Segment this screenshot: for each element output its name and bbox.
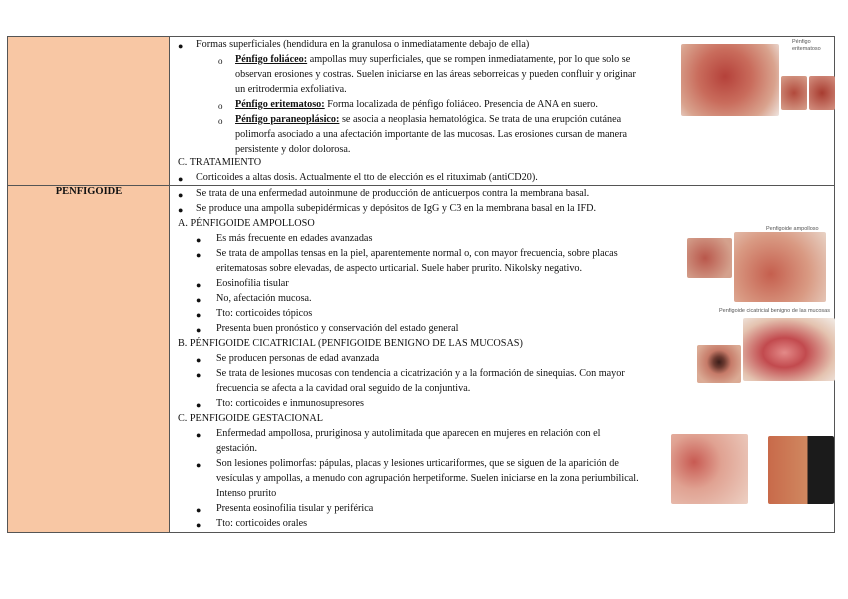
text-line: Se trata de una enfermedad autoinmune de producción de anticuerpos contra la membrana basal. [196,188,590,199]
pemphigus-erythematosus-photo [681,44,779,116]
text-span: Forma localizada de pénfigo foliáceo. Presencia de ANA en suero. [324,99,598,110]
section-header: B. PÉNFIGOIDE CICATRICIAL (PENFIGOIDE BENIGNO DE LAS MUCOSAS) [178,338,523,349]
text-line: Tto: corticoides orales [216,518,308,529]
caption-cicatricial-pemphigoid: Penfigoide cicatricial benigno de las mucosas [719,308,830,314]
text-line: Formas superficiales (hendidura en la granulosa o inmediatamente debajo de ella) [196,39,530,50]
left-column [8,37,170,532]
text-line [235,112,621,127]
text-line: Se produce una ampolla subepidérmicas y depósitos de IgG y C3 en la membrana basal en la IFD. [196,203,597,214]
bullet: ● [178,205,184,215]
bullet: ● [178,41,184,51]
sub-bullet: o [218,116,223,126]
eritematoso-label: Pénfigo eritematoso: [235,99,325,110]
bullet: ● [196,310,202,320]
sub-bullet: o [218,56,223,66]
bullet: ● [196,505,202,515]
text-line: Intenso prurito [216,488,277,499]
gestational-pemphigoid-photo [671,434,748,504]
bullet: ● [196,325,202,335]
bullet: ● [196,355,202,365]
text-line: Enfermedad ampollosa, pruriginosa y autolimitada que aparecen en mujeres en relación con el [216,428,601,439]
foliaceo-label: Pénfigo foliáceo: [235,54,308,65]
text-line: Se trata de ampollas tensas en la piel, aparentemente normal o, con mayor frecuencia, sobre placas [216,248,618,259]
caption-bullous-pemphigoid: Penfigoide ampolloso [766,226,819,232]
eye-photo [697,345,741,383]
text-line [235,52,630,67]
text-line: observan erosiones y costras. Suelen iniciarse en las áreas seborreicas y pueden confluir y originar [235,69,636,80]
oral-mucosa-photo [743,318,835,381]
bullet: ● [196,235,202,245]
text-line: persistente y dolor dolorosa. [235,144,351,155]
text-line [235,97,598,112]
section-header: C. TRATAMIENTO [178,157,262,168]
pemphigus-erythematosus-photo-2 [781,76,807,110]
pemphigus-erythematosus-photo-3 [809,76,835,110]
gestational-pemphigoid-photo-2 [768,436,834,504]
text-line: No, afectación mucosa. [216,293,312,304]
caption-pemphigus-erythematosus: Pénfigo eritematoso [792,39,821,52]
text-line: Tto: corticoides tópicos [216,308,313,319]
bullet: ● [196,460,202,470]
section-header: A. PÉNFIGOIDE AMPOLLOSO [178,218,315,229]
text-line: Son lesiones polimorfas: pápulas, placas y lesiones urticariformes, que se siguen de la aparición de [216,458,619,469]
text-line: un eritrodermia exfoliativa. [235,84,347,95]
sub-bullet: o [218,101,223,111]
bullet: ● [196,295,202,305]
text-line: Presenta eosinofilia tisular y periférica [216,503,374,514]
text-line: eritematosas sobre elevadas, de aspecto urticarial. Suele haber prurito. Nikolsky negativo. [216,263,583,274]
text-line: Corticoides a altas dosis. Actualmente el tto de elección es el rituximab (antiCD20). [196,172,538,183]
neoplasico-label: Pénfigo paraneoplásico: [235,114,340,125]
penfigoide-label: PENFIGOIDE [55,186,123,197]
bullet: ● [196,430,202,440]
text-line: frecuencia se afecta a la cavidad oral seguido de la conjuntiva. [216,383,471,394]
bullet: ● [196,250,202,260]
bullet: ● [196,280,202,290]
text-line: gestación. [216,443,258,454]
text-line: vesículas y ampollas, a menudo con agrupación herpetiforme. Suelen iniciarse en la zona periumbilical. [216,473,639,484]
text-span: ampollas muy superficiales, que se rompen inmediatamente, por lo que solo se [307,54,631,65]
bullet: ● [196,520,202,530]
bullet: ● [178,190,184,200]
text-line: Se producen personas de edad avanzada [216,353,380,364]
bullet: ● [196,400,202,410]
text-line: Se trata de lesiones mucosas con tendencia a cicatrización y a la formación de sinequias. Con mayor [216,368,625,379]
text-line: Es más frecuente en edades avanzadas [216,233,373,244]
bullous-pemphigoid-photo [687,238,732,278]
text-line: Eosinofilia tisular [216,278,289,289]
text-span: se asocia a neoplasia hematológica. Se trata de una erupción cutánea [339,114,622,125]
bullous-pemphigoid-photo-2 [734,232,826,302]
text-line: Tto: corticoides e inmunosupresores [216,398,364,409]
section-header: C. PENFIGOIDE GESTACIONAL [178,413,323,424]
bullet: ● [196,370,202,380]
text-line: polimorfa asociado a una afectación importante de las mucosas. Las erosiones cursan de manera [235,129,628,140]
bullet: ● [178,174,184,184]
text-line: Presenta buen pronóstico y conservación del estado general [216,323,459,334]
